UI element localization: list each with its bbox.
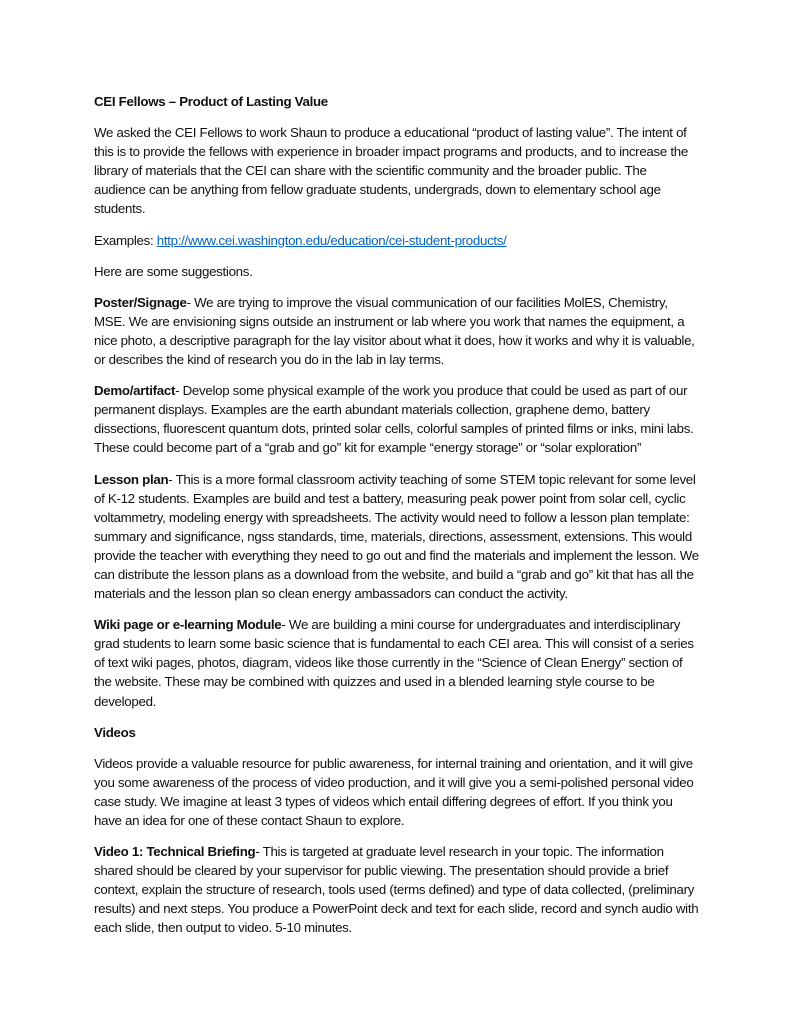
paragraph-text: We asked the CEI Fellows to work Shaun to produce a educational “product of lasting value”. The intent of this is to provide the fellows with experience in broader impact programs and products, and to increase the library of materials that the CEI can share with the scientific community and the broader public. The audience can be anything from fellow graduate students, undergrads, down to elementary school age students. (94, 125, 688, 217)
document-content (94, 92, 701, 950)
section-lead: Video 1: Technical Briefing (94, 844, 256, 860)
paragraph-text: Videos provide a valuable resource for public awareness, for internal training and orientation, and it will give you some awareness of the process of video production, and it will give you a semi-polished personal video case study. We imagine at least 3 types of videos which entail differing degrees of effort. If you think you have an idea for one of these contact Shaun to explore. (94, 755, 694, 828)
document-title: CEI Fellows – Product of Lasting Value (94, 94, 328, 109)
examples-paragraph (94, 231, 701, 250)
intro-paragraph (94, 123, 701, 218)
section-lead: Videos (94, 724, 136, 740)
paragraph-text: Here are some suggestions. (94, 263, 253, 279)
paragraph-text: - We are building a mini course for undergraduates and interdisciplinary grad students to learn some basic science that is fundamental to each CEI area. This will consist of a series of text wiki pages, photos, diagram, videos like those currently in the “Science of Clean Energy” section of the website. These may be combined with quizzes and used in a blended learning style course to be developed. (94, 617, 694, 709)
section-lead: Poster/Signage (94, 294, 187, 310)
section-lead: Lesson plan (94, 471, 169, 487)
videos-heading (94, 723, 701, 742)
paragraph-text: - This is targeted at graduate level research in your topic. The information shared should be cleared by your supervisor for public viewing. The presentation should provide a brief context, explain the structure of research, tools used (terms defined) and type of data collected, (preliminary results) and next steps. You produce a PowerPoint deck and text for each slide, record and synch audio with each slide, then output to video. 5-10 minutes. (94, 844, 699, 936)
videos-paragraph (94, 754, 701, 830)
paragraph-text: - We are trying to improve the visual communication of our facilities MolES, Chemistry, MSE. We are envisioning signs outside an instrument or lab where you work that names the equipment, a nice photo, a descriptive paragraph for the lay visitor about what it does, how it works and why it is valuable, or describes the kind of research you do in the lab in lay terms. (94, 294, 695, 368)
suggestions-paragraph (94, 262, 701, 281)
video1-technical-briefing-paragraph (94, 842, 701, 937)
wiki-module-paragraph (94, 615, 701, 710)
paragraph-text: - This is a more formal classroom activity teaching of some STEM topic relevant for some level of K-12 students. Examples are build and test a battery, measuring peak power point from solar cell, cyclic voltammetry, modeling energy with spreadsheets. The activity would need to follow a lesson plan template: summary and significance, ngss standards, time, materials, directions, assessment, extensions. This would provide the teacher with everything they need to go out and find the materials and implement the lesson. We can distribute the lesson plans as a download from the website, and build a “grab and go” kit that has all the materials and the lesson plan so clean energy ambassadors can conduct the activity. (94, 471, 699, 602)
examples-label: Examples: (94, 232, 157, 248)
section-lead: Demo/artifact (94, 383, 176, 399)
poster-signage-paragraph (94, 293, 701, 369)
paragraph-text: - Develop some physical example of the work you produce that could be used as part of our permanent displays. Examples are the earth abundant materials collection, graphene demo, battery dissections, fluorescent quantum dots, printed solar cells, colorful samples of printed films or inks, mini labs. These could become part of a “grab and go” kit for example “energy storage” or “solar exploration” (94, 383, 694, 456)
section-lead: Wiki page or e-learning Module (94, 617, 282, 633)
lesson-plan-paragraph (94, 470, 701, 604)
examples-link[interactable]: http://www.cei.washington.edu/education/cei-student-products/ (156, 232, 507, 248)
demo-artifact-paragraph (94, 381, 701, 457)
